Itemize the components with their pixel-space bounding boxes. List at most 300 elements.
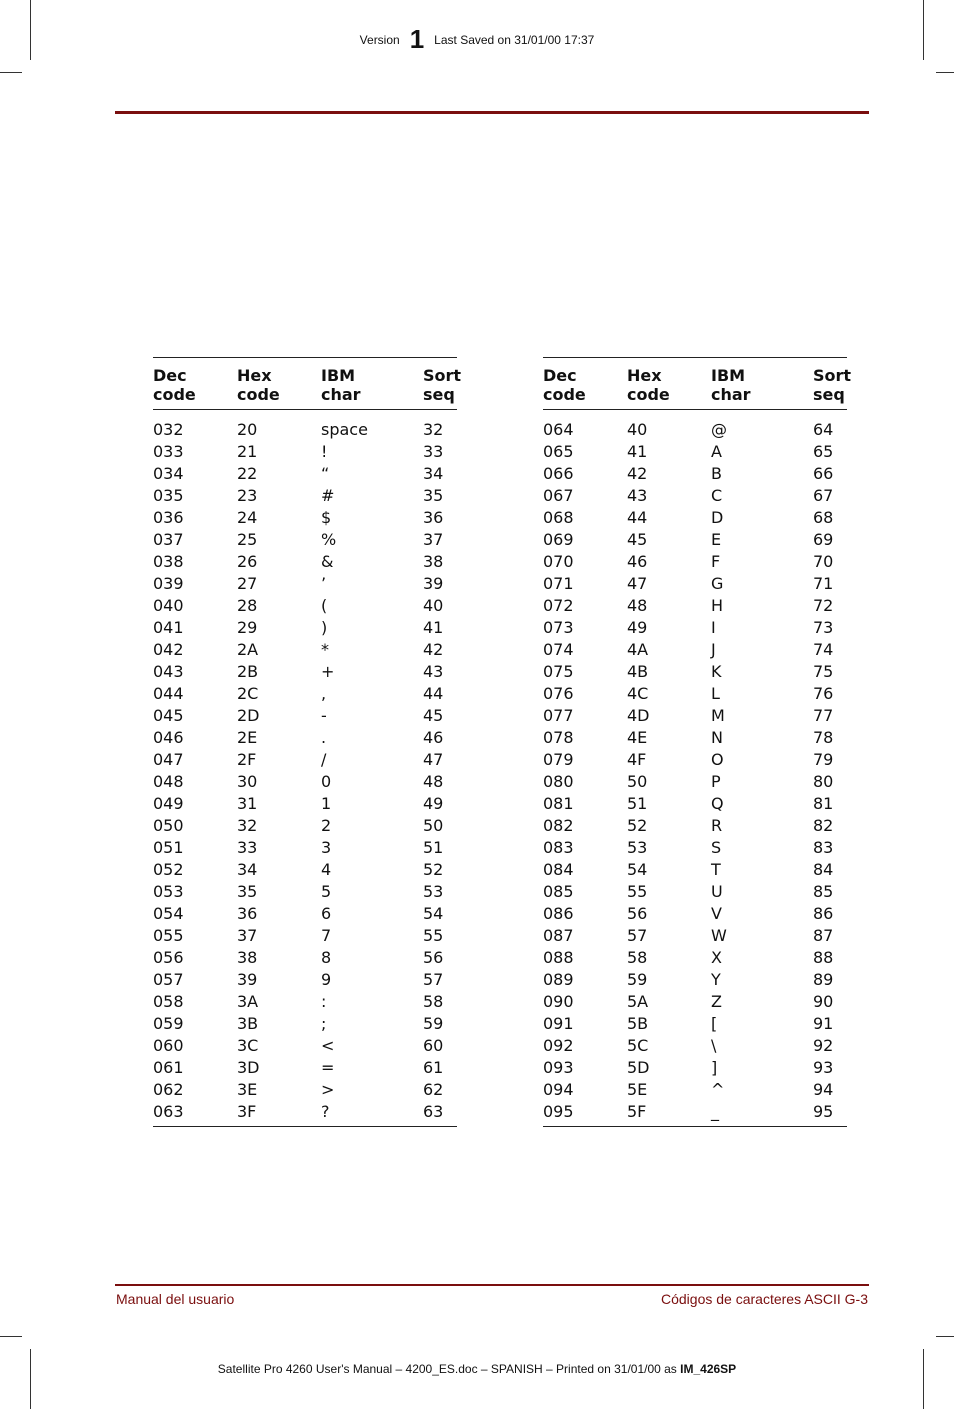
table-row — [153, 661, 457, 683]
ibm-char-cell: C — [711, 486, 723, 505]
header-hex-code: Hex code — [627, 366, 670, 404]
hex-code-cell: 2C — [237, 684, 259, 703]
table-row — [543, 793, 847, 815]
hex-code-cell: 2E — [237, 728, 258, 747]
table-row — [543, 661, 847, 683]
crop-mark — [923, 1349, 924, 1409]
sort-seq-cell: 90 — [813, 992, 834, 1011]
hex-code-cell: 4B — [627, 662, 649, 681]
ibm-char-cell: ^ — [711, 1080, 725, 1099]
table-header-row — [543, 358, 852, 409]
ibm-char-cell: A — [711, 442, 722, 461]
print-info — [0, 1362, 954, 1376]
hex-code-cell: 55 — [627, 882, 648, 901]
version-number: 1 — [409, 24, 425, 54]
sort-seq-cell: 61 — [423, 1058, 444, 1077]
table-row — [153, 1013, 457, 1035]
hex-code-cell: 32 — [237, 816, 258, 835]
ibm-char-cell: U — [711, 882, 723, 901]
ibm-char-cell: $ — [321, 508, 332, 527]
sort-seq-cell: 64 — [813, 420, 834, 439]
table-row — [543, 507, 847, 529]
ibm-char-cell: 5 — [321, 882, 332, 901]
ibm-char-cell: G — [711, 574, 724, 593]
hex-code-cell: 24 — [237, 508, 258, 527]
dec-code-cell: 066 — [543, 464, 574, 483]
dec-code-cell: 070 — [543, 552, 574, 571]
hex-code-cell: 47 — [627, 574, 648, 593]
crop-mark — [0, 1336, 22, 1337]
hex-code-cell: 35 — [237, 882, 258, 901]
hex-code-cell: 30 — [237, 772, 258, 791]
table-row — [153, 859, 457, 881]
ibm-char-cell: 0 — [321, 772, 332, 791]
ascii-table-right — [543, 357, 852, 1127]
table-row — [153, 881, 457, 903]
sort-seq-cell: 86 — [813, 904, 834, 923]
hex-code-cell: 58 — [627, 948, 648, 967]
hex-code-cell: 22 — [237, 464, 258, 483]
dec-code-cell: 042 — [153, 640, 184, 659]
hex-code-cell: 3D — [237, 1058, 260, 1077]
hex-code-cell: 40 — [627, 420, 648, 439]
table-row — [543, 419, 847, 441]
dec-code-cell: 060 — [153, 1036, 184, 1055]
table-row — [153, 419, 457, 441]
sort-seq-cell: 75 — [813, 662, 834, 681]
dec-code-cell: 048 — [153, 772, 184, 791]
ibm-char-cell: [ — [711, 1014, 718, 1033]
ibm-char-cell: & — [321, 552, 334, 571]
dec-code-cell: 054 — [153, 904, 184, 923]
sort-seq-cell: 34 — [423, 464, 444, 483]
table-row — [153, 1079, 457, 1101]
hex-code-cell: 5F — [627, 1102, 647, 1121]
table-row — [543, 991, 847, 1013]
hex-code-cell: 23 — [237, 486, 258, 505]
table-row — [543, 485, 847, 507]
table-body — [543, 410, 847, 1126]
dec-code-cell: 049 — [153, 794, 184, 813]
dec-code-cell: 050 — [153, 816, 184, 835]
ibm-char-cell: ; — [321, 1014, 327, 1033]
dec-code-cell: 044 — [153, 684, 184, 703]
sort-seq-cell: 37 — [423, 530, 444, 549]
header-ibm-char: IBM char — [711, 366, 751, 404]
print-info-code: IM_426SP — [680, 1362, 737, 1376]
table-bottom-rule — [543, 1126, 847, 1127]
table-row — [543, 639, 847, 661]
sort-seq-cell: 70 — [813, 552, 834, 571]
dec-code-cell: 036 — [153, 508, 184, 527]
header-ibm-char: IBM char — [321, 366, 361, 404]
crop-mark — [936, 1336, 954, 1337]
ibm-char-cell: 9 — [321, 970, 332, 989]
sort-seq-cell: 44 — [423, 684, 444, 703]
sort-seq-cell: 58 — [423, 992, 444, 1011]
sort-seq-cell: 41 — [423, 618, 444, 637]
ibm-char-cell: 3 — [321, 838, 332, 857]
table-row — [153, 903, 457, 925]
crop-mark — [0, 72, 22, 73]
hex-code-cell: 27 — [237, 574, 258, 593]
sort-seq-cell: 32 — [423, 420, 444, 439]
table-row — [153, 595, 457, 617]
table-row — [153, 507, 457, 529]
ibm-char-cell: 2 — [321, 816, 332, 835]
ibm-char-cell: - — [321, 706, 327, 725]
ascii-table-left — [153, 357, 462, 1127]
ibm-char-cell: 8 — [321, 948, 332, 967]
ibm-char-cell: > — [321, 1080, 335, 1099]
ibm-char-cell: 7 — [321, 926, 332, 945]
table-row — [153, 683, 457, 705]
hex-code-cell: 3A — [237, 992, 259, 1011]
sort-seq-cell: 48 — [423, 772, 444, 791]
ibm-char-cell: V — [711, 904, 722, 923]
last-saved: Last Saved on 31/01/00 17:37 — [434, 33, 595, 47]
hex-code-cell: 31 — [237, 794, 258, 813]
ibm-char-cell: ) — [321, 618, 328, 637]
table-row — [153, 815, 457, 837]
ibm-char-cell: T — [711, 860, 721, 879]
table-row — [543, 617, 847, 639]
dec-code-cell: 075 — [543, 662, 574, 681]
table-row — [153, 529, 457, 551]
dec-code-cell: 051 — [153, 838, 184, 857]
table-row — [543, 727, 847, 749]
sort-seq-cell: 85 — [813, 882, 834, 901]
ibm-char-cell: I — [711, 618, 716, 637]
table-row — [153, 771, 457, 793]
table-header-row — [153, 358, 462, 409]
sort-seq-cell: 45 — [423, 706, 444, 725]
ibm-char-cell: 6 — [321, 904, 332, 923]
hex-code-cell: 4A — [627, 640, 649, 659]
hex-code-cell: 45 — [627, 530, 648, 549]
version-header — [0, 24, 954, 55]
sort-seq-cell: 65 — [813, 442, 834, 461]
ibm-char-cell: J — [711, 640, 716, 659]
hex-code-cell: 50 — [627, 772, 648, 791]
dec-code-cell: 065 — [543, 442, 574, 461]
ibm-char-cell: Q — [711, 794, 724, 813]
sort-seq-cell: 35 — [423, 486, 444, 505]
hex-code-cell: 44 — [627, 508, 648, 527]
table-row — [153, 1035, 457, 1057]
sort-seq-cell: 33 — [423, 442, 444, 461]
table-row — [153, 969, 457, 991]
hex-code-cell: 28 — [237, 596, 258, 615]
table-row — [153, 441, 457, 463]
dec-code-cell: 073 — [543, 618, 574, 637]
table-row — [543, 705, 847, 727]
sort-seq-cell: 52 — [423, 860, 444, 879]
dec-code-cell: 072 — [543, 596, 574, 615]
hex-code-cell: 21 — [237, 442, 258, 461]
sort-seq-cell: 84 — [813, 860, 834, 879]
dec-code-cell: 056 — [153, 948, 184, 967]
dec-code-cell: 092 — [543, 1036, 574, 1055]
ibm-char-cell: ( — [321, 596, 328, 615]
sort-seq-cell: 92 — [813, 1036, 834, 1055]
sort-seq-cell: 78 — [813, 728, 834, 747]
dec-code-cell: 074 — [543, 640, 574, 659]
table-row — [153, 947, 457, 969]
hex-code-cell: 57 — [627, 926, 648, 945]
dec-code-cell: 084 — [543, 860, 574, 879]
table-bottom-rule — [153, 1126, 457, 1127]
table-row — [543, 1079, 847, 1101]
dec-code-cell: 071 — [543, 574, 574, 593]
hex-code-cell: 34 — [237, 860, 258, 879]
hex-code-cell: 53 — [627, 838, 648, 857]
sort-seq-cell: 56 — [423, 948, 444, 967]
table-row — [153, 617, 457, 639]
table-row — [153, 793, 457, 815]
ibm-char-cell: S — [711, 838, 722, 857]
dec-code-cell: 039 — [153, 574, 184, 593]
table-row — [153, 1057, 457, 1079]
dec-code-cell: 043 — [153, 662, 184, 681]
hex-code-cell: 2B — [237, 662, 259, 681]
table-row — [543, 441, 847, 463]
ibm-char-cell: _ — [711, 1102, 719, 1121]
hex-code-cell: 5B — [627, 1014, 649, 1033]
print-info-text: Satellite Pro 4260 User's Manual – 4200_ES.doc – SPANISH – Printed on 31/01/00 as — [217, 1362, 681, 1376]
sort-seq-cell: 93 — [813, 1058, 834, 1077]
dec-code-cell: 035 — [153, 486, 184, 505]
sort-seq-cell: 87 — [813, 926, 834, 945]
table-row — [543, 749, 847, 771]
ibm-char-cell: “ — [321, 464, 330, 483]
table-row — [153, 551, 457, 573]
hex-code-cell: 25 — [237, 530, 258, 549]
table-row — [153, 727, 457, 749]
ibm-char-cell: H — [711, 596, 724, 615]
hex-code-cell: 26 — [237, 552, 258, 571]
ibm-char-cell: # — [321, 486, 335, 505]
dec-code-cell: 032 — [153, 420, 184, 439]
table-row — [543, 969, 847, 991]
hex-code-cell: 56 — [627, 904, 648, 923]
header-sort-seq: Sort seq — [813, 366, 852, 404]
header-dec-code: Dec code — [543, 366, 586, 404]
ibm-char-cell: D — [711, 508, 724, 527]
table-row — [153, 463, 457, 485]
ibm-char-cell: ] — [711, 1058, 718, 1077]
dec-code-cell: 057 — [153, 970, 184, 989]
hex-code-cell: 3E — [237, 1080, 258, 1099]
sort-seq-cell: 89 — [813, 970, 834, 989]
hex-code-cell: 54 — [627, 860, 648, 879]
sort-seq-cell: 59 — [423, 1014, 444, 1033]
ibm-char-cell: 4 — [321, 860, 332, 879]
crop-mark — [30, 1349, 31, 1409]
ibm-char-cell: < — [321, 1036, 335, 1055]
ibm-char-cell: L — [711, 684, 720, 703]
dec-code-cell: 089 — [543, 970, 574, 989]
hex-code-cell: 4F — [627, 750, 647, 769]
sort-seq-cell: 71 — [813, 574, 834, 593]
sort-seq-cell: 39 — [423, 574, 444, 593]
hex-code-cell: 46 — [627, 552, 648, 571]
hex-code-cell: 48 — [627, 596, 648, 615]
hex-code-cell: 2D — [237, 706, 260, 725]
ibm-char-cell: . — [321, 728, 327, 747]
hex-code-cell: 4C — [627, 684, 649, 703]
sort-seq-cell: 80 — [813, 772, 834, 791]
dec-code-cell: 046 — [153, 728, 184, 747]
hex-code-cell: 5A — [627, 992, 649, 1011]
dec-code-cell: 068 — [543, 508, 574, 527]
sort-seq-cell: 51 — [423, 838, 444, 857]
ibm-char-cell: M — [711, 706, 725, 725]
ibm-char-cell: K — [711, 662, 722, 681]
sort-seq-cell: 43 — [423, 662, 444, 681]
hex-code-cell: 3F — [237, 1102, 257, 1121]
ibm-char-cell: space — [321, 420, 368, 439]
sort-seq-cell: 73 — [813, 618, 834, 637]
sort-seq-cell: 95 — [813, 1102, 834, 1121]
table-row — [153, 639, 457, 661]
ibm-char-cell: F — [711, 552, 721, 571]
table-row — [543, 529, 847, 551]
hex-code-cell: 5E — [627, 1080, 648, 1099]
table-body — [153, 410, 457, 1126]
ibm-char-cell: Z — [711, 992, 722, 1011]
ibm-char-cell: ’ — [321, 574, 327, 593]
footer-rule — [115, 1284, 869, 1286]
hex-code-cell: 20 — [237, 420, 258, 439]
table-row — [543, 815, 847, 837]
ibm-char-cell: P — [711, 772, 721, 791]
ibm-char-cell: R — [711, 816, 723, 835]
table-row — [543, 925, 847, 947]
table-row — [153, 925, 457, 947]
table-row — [543, 903, 847, 925]
table-row — [543, 463, 847, 485]
dec-code-cell: 059 — [153, 1014, 184, 1033]
sort-seq-cell: 54 — [423, 904, 444, 923]
hex-code-cell: 29 — [237, 618, 258, 637]
ibm-char-cell: ? — [321, 1102, 330, 1121]
dec-code-cell: 077 — [543, 706, 574, 725]
footer-page-label: Códigos de caracteres ASCII G-3 — [661, 1291, 868, 1307]
dec-code-cell: 086 — [543, 904, 574, 923]
dec-code-cell: 040 — [153, 596, 184, 615]
hex-code-cell: 41 — [627, 442, 648, 461]
dec-code-cell: 055 — [153, 926, 184, 945]
table-row — [543, 881, 847, 903]
dec-code-cell: 090 — [543, 992, 574, 1011]
table-row — [543, 947, 847, 969]
header-hex-code: Hex code — [237, 366, 280, 404]
hex-code-cell: 4E — [627, 728, 648, 747]
ibm-char-cell: W — [711, 926, 727, 945]
table-row — [153, 749, 457, 771]
dec-code-cell: 038 — [153, 552, 184, 571]
dec-code-cell: 052 — [153, 860, 184, 879]
sort-seq-cell: 55 — [423, 926, 444, 945]
dec-code-cell: 080 — [543, 772, 574, 791]
dec-code-cell: 063 — [153, 1102, 184, 1121]
table-row — [153, 485, 457, 507]
sort-seq-cell: 66 — [813, 464, 834, 483]
dec-code-cell: 091 — [543, 1014, 574, 1033]
hex-code-cell: 2F — [237, 750, 257, 769]
ibm-char-cell: : — [321, 992, 327, 1011]
sort-seq-cell: 83 — [813, 838, 834, 857]
dec-code-cell: 081 — [543, 794, 574, 813]
dec-code-cell: 093 — [543, 1058, 574, 1077]
dec-code-cell: 069 — [543, 530, 574, 549]
ibm-char-cell: ! — [321, 442, 328, 461]
table-row — [153, 991, 457, 1013]
dec-code-cell: 064 — [543, 420, 574, 439]
sort-seq-cell: 38 — [423, 552, 444, 571]
dec-code-cell: 088 — [543, 948, 574, 967]
ibm-char-cell: N — [711, 728, 723, 747]
table-row — [543, 837, 847, 859]
dec-code-cell: 058 — [153, 992, 184, 1011]
sort-seq-cell: 42 — [423, 640, 444, 659]
dec-code-cell: 082 — [543, 816, 574, 835]
dec-code-cell: 061 — [153, 1058, 184, 1077]
dec-code-cell: 034 — [153, 464, 184, 483]
table-row — [543, 859, 847, 881]
sort-seq-cell: 53 — [423, 882, 444, 901]
sort-seq-cell: 82 — [813, 816, 834, 835]
dec-code-cell: 078 — [543, 728, 574, 747]
header-dec-code: Dec code — [153, 366, 196, 404]
ibm-char-cell: O — [711, 750, 724, 769]
hex-code-cell: 59 — [627, 970, 648, 989]
dec-code-cell: 062 — [153, 1080, 184, 1099]
dec-code-cell: 087 — [543, 926, 574, 945]
sort-seq-cell: 77 — [813, 706, 834, 725]
dec-code-cell: 067 — [543, 486, 574, 505]
hex-code-cell: 3B — [237, 1014, 259, 1033]
table-row — [543, 683, 847, 705]
sort-seq-cell: 94 — [813, 1080, 834, 1099]
version-label: Version — [359, 33, 400, 47]
hex-code-cell: 52 — [627, 816, 648, 835]
ibm-char-cell: Y — [711, 970, 721, 989]
sort-seq-cell: 69 — [813, 530, 834, 549]
dec-code-cell: 053 — [153, 882, 184, 901]
table-row — [543, 551, 847, 573]
table-row — [153, 705, 457, 727]
table-row — [153, 837, 457, 859]
ibm-char-cell: B — [711, 464, 722, 483]
ibm-char-cell: + — [321, 662, 335, 681]
sort-seq-cell: 91 — [813, 1014, 834, 1033]
hex-code-cell: 5C — [627, 1036, 649, 1055]
dec-code-cell: 041 — [153, 618, 184, 637]
ibm-char-cell: \ — [711, 1036, 717, 1055]
dec-code-cell: 094 — [543, 1080, 574, 1099]
sort-seq-cell: 57 — [423, 970, 444, 989]
dec-code-cell: 085 — [543, 882, 574, 901]
sort-seq-cell: 60 — [423, 1036, 444, 1055]
sort-seq-cell: 88 — [813, 948, 834, 967]
hex-code-cell: 49 — [627, 618, 648, 637]
table-row — [543, 1013, 847, 1035]
sort-seq-cell: 36 — [423, 508, 444, 527]
sort-seq-cell: 81 — [813, 794, 834, 813]
ibm-char-cell: % — [321, 530, 337, 549]
